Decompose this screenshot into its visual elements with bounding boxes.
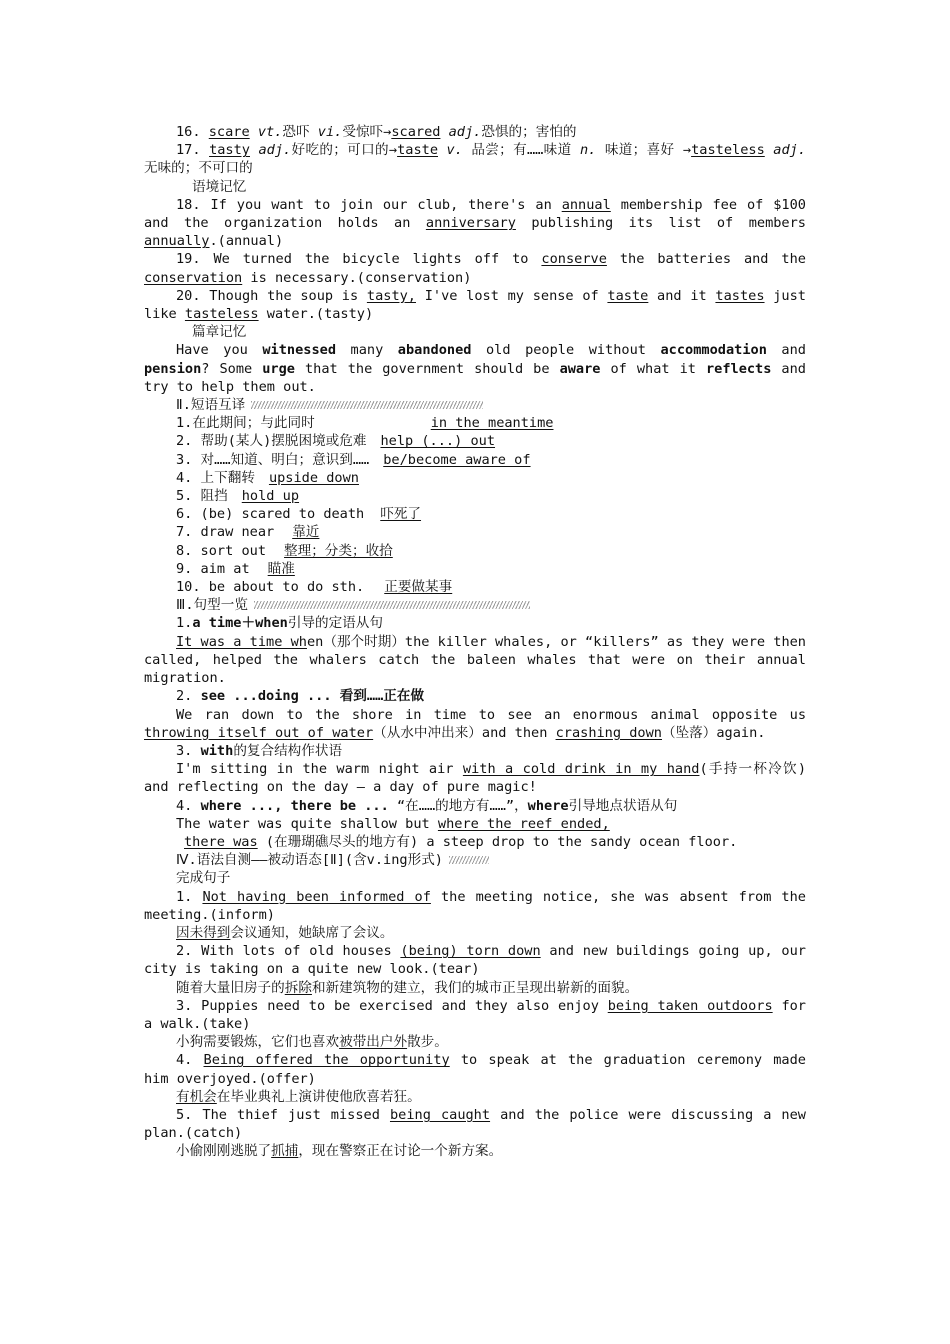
phrase-prompt: 1.在此期间；与此同时	[176, 415, 315, 432]
pattern-keyword: where ..., there be ...	[200, 797, 389, 814]
section-title: Ⅳ.语法自测——被动语态[Ⅱ](含v.ing形式)	[176, 852, 443, 869]
grammar-translation-4	[144, 1088, 806, 1106]
text: 5. The thief just missed	[176, 1106, 390, 1123]
text: and new buildings going up, our city is taking on a quite new look.(tear)	[144, 943, 806, 978]
pattern-keyword: see ...doing ...	[200, 688, 332, 705]
text: （坠落）again.	[661, 724, 766, 741]
pattern-heading-3	[144, 742, 806, 760]
phrase-prompt: 4. 上下翻转	[176, 469, 255, 486]
phrase-answer: be/become aware of	[383, 451, 531, 468]
meaning: 品尝；有……味道	[471, 142, 572, 159]
keyword: abandoned	[397, 342, 472, 359]
answer-phrase: 抓捕	[271, 1143, 299, 1160]
phrase-item	[144, 469, 806, 487]
vocab-line-17	[144, 141, 806, 177]
grammar-translation-3	[144, 1033, 806, 1051]
pattern-example-2	[144, 706, 806, 742]
text: 18. If you want to join our club, there's an	[176, 196, 562, 213]
text: 小偷刚刚逃脱了	[176, 1143, 272, 1160]
pattern-heading-4	[144, 797, 806, 815]
answer-phrase: Being offered the opportunity	[203, 1052, 450, 1069]
text: I've lost my sense of	[416, 287, 608, 304]
text: for a walk.(take)	[144, 997, 806, 1032]
phrase-item	[144, 414, 806, 432]
section-title: Ⅱ.短语互译	[176, 397, 246, 414]
answer-word: tasty,	[366, 287, 416, 304]
answer-word: scared	[391, 124, 441, 140]
context-sentence-20	[144, 287, 806, 323]
phrase-item	[144, 505, 806, 523]
text: ? Some	[201, 360, 263, 377]
text: （从水中冲出来）and then	[373, 724, 556, 741]
vocab-line-16	[144, 123, 806, 141]
meaning: 恐吓	[282, 124, 310, 140]
phrase-item	[144, 523, 806, 541]
part-of-speech: v.	[446, 142, 463, 159]
text: (在珊瑚礁尽头的地方有) a steep drop to the sandy ocean floor.	[257, 833, 738, 850]
phrase-answer: help (...) out	[380, 433, 496, 450]
context-sentence-19	[144, 250, 806, 286]
part-of-speech: n.	[580, 142, 597, 159]
text: membership fee of $100 and the organization holds an	[144, 196, 806, 232]
answer-word: annually	[144, 233, 210, 250]
answer-phrase: where the reef ended,	[437, 815, 610, 832]
text: 引导地点状语从句	[568, 797, 678, 814]
text: en（那个时期）the killer whales, or “killers” as they were then called, helped the whalers catch the baleen whales that were on their annual migration.	[144, 633, 806, 687]
text: 会议通知，她缺席了会议。	[230, 924, 394, 941]
text: 的复合结构作状语	[233, 742, 343, 759]
keyword: accommodation	[660, 342, 767, 359]
pattern-keyword: with	[200, 742, 234, 759]
part-of-speech: vt.	[257, 124, 283, 140]
answer-phrase: there was	[184, 833, 258, 850]
text: 随着大量旧房子的	[176, 979, 285, 996]
text: 3. Puppies need to be exercised and they also enjoy	[176, 997, 608, 1014]
document-page	[144, 123, 806, 1161]
text: and it	[648, 287, 716, 304]
text: and the police were discussing a new plan.(catch)	[144, 1106, 806, 1142]
text: is necessary.(conservation)	[242, 269, 472, 286]
answer-phrase: 有机会	[176, 1088, 217, 1105]
answer-word: tasteless	[691, 142, 765, 159]
answer-phrase: 被带出户外	[339, 1034, 408, 1051]
phrase-prompt: 5. 阻挡	[176, 488, 228, 505]
text: We ran down to the shore in time to see an enormous animal opposite us	[176, 706, 806, 723]
text: the meeting notice, she was absent from the meeting.(inform)	[144, 888, 806, 923]
section-title: Ⅲ.句型一览	[176, 597, 248, 614]
pattern-heading-1	[144, 614, 806, 632]
part-of-speech: adj.	[773, 142, 807, 159]
text: 看到……正在做	[331, 688, 425, 705]
section-heading-patterns	[144, 596, 806, 614]
meaning: 恐惧的；害怕的	[481, 124, 577, 140]
keyword: urge	[262, 360, 295, 377]
pattern-heading-2	[144, 687, 806, 705]
phrase-prompt: 6. (be) scared to death	[176, 506, 365, 523]
phrase-item	[144, 432, 806, 450]
pattern-example-4	[144, 815, 806, 833]
phrase-prompt: 9. aim at	[176, 560, 250, 577]
pattern-keyword: where	[527, 797, 569, 814]
phrase-prompt: 7. draw near	[176, 524, 275, 541]
section-heading-phrases	[144, 396, 806, 414]
text: “在……的地方有……”，	[388, 797, 528, 814]
phrase-prompt: 10. be about to do sth.	[176, 579, 365, 596]
text: 19. We turned the bicycle lights off to	[176, 251, 542, 268]
answer-phrase: with a cold drink in my hand	[462, 761, 700, 778]
item-number: 16.	[176, 124, 201, 140]
text: many	[336, 342, 398, 359]
answer-phrase: 拆除	[284, 979, 312, 996]
pattern-example-3	[144, 760, 806, 796]
item-number: 4.	[176, 797, 201, 814]
answer-word: taste	[397, 142, 438, 159]
answer-word: taste	[607, 287, 649, 304]
grammar-sentence-1	[144, 888, 806, 924]
answer-word: tastes	[715, 287, 765, 304]
text: of what it	[600, 360, 706, 377]
decorative-hatch	[254, 601, 530, 609]
meaning: 味道；喜好	[604, 142, 675, 159]
text: Have you	[176, 342, 263, 359]
answer-word: conservation	[144, 269, 243, 286]
item-number: 17.	[176, 142, 201, 159]
phrase-answer: in the meantime	[430, 415, 554, 432]
text: .(annual)	[209, 233, 284, 250]
phrase-item	[144, 578, 806, 596]
phrase-prompt: 8. sort out	[176, 542, 267, 559]
grammar-sentence-2	[144, 942, 806, 978]
phrase-item	[144, 487, 806, 505]
answer-word: anniversary	[425, 215, 516, 232]
text: 2. With lots of old houses	[176, 943, 401, 960]
part-of-speech: vi.	[317, 124, 343, 140]
part-of-speech: adj.	[258, 142, 292, 159]
item-number: 1.	[176, 615, 193, 632]
keyword: witnessed	[262, 342, 337, 359]
grammar-sentence-4	[144, 1051, 806, 1087]
text: 散步。	[407, 1034, 448, 1051]
phrase-answer: upside down	[268, 469, 359, 486]
arrow: →	[682, 142, 692, 159]
text: the batteries and the	[606, 251, 806, 268]
text: 小狗需要锻炼，它们也喜欢	[176, 1034, 340, 1051]
answer-phrase: It was a time wh	[176, 633, 307, 650]
pattern-keyword: a time＋when	[192, 615, 288, 632]
phrase-item	[144, 451, 806, 469]
text: publishing its list of members	[515, 215, 806, 232]
text: 在毕业典礼上演讲使他欣喜若狂。	[216, 1088, 421, 1105]
text: to speak at the graduation ceremony made him overjoyed.(offer)	[144, 1052, 806, 1087]
answer-phrase: being taken outdoors	[607, 997, 773, 1014]
context-memory-heading: 语境记忆	[192, 178, 247, 195]
text: water.(tasty)	[258, 306, 374, 323]
phrase-answer: 靠近	[292, 524, 320, 541]
keyword: reflects	[705, 360, 772, 377]
item-number: 2.	[176, 688, 201, 705]
text: The water was quite shallow but	[176, 815, 438, 832]
grammar-translation-2	[144, 979, 806, 997]
section-heading-grammar	[144, 851, 806, 869]
meaning: 无味的；不可口的	[144, 160, 253, 177]
text: I'm sitting in the warm night air	[176, 761, 463, 778]
item-number: 3.	[176, 742, 201, 759]
grammar-translation-1	[144, 924, 806, 942]
grammar-subheading: 完成句子	[176, 870, 231, 887]
text: ，现在警察正在讨论一个新方案。	[298, 1143, 503, 1160]
context-sentence-18	[144, 196, 806, 251]
answer-word: tasteless	[184, 306, 259, 323]
meaning: 受惊吓→	[342, 124, 392, 140]
text: and	[766, 342, 806, 359]
answer-phrase: being caught	[389, 1106, 491, 1123]
decorative-hatch	[449, 856, 489, 864]
text: 20. Though the soup is	[176, 287, 367, 304]
passage-memory-heading: 篇章记忆	[192, 324, 247, 341]
answer-word: annual	[561, 196, 611, 213]
answer-word: scare	[208, 124, 250, 140]
keyword: aware	[559, 360, 601, 377]
answer-phrase: (being) torn down	[400, 943, 541, 960]
phrase-prompt: 3. 对……知道、明白；意识到……	[176, 451, 370, 468]
text: (手持一杯冷饮) and reflecting on the day — a day of pure magic!	[144, 761, 807, 796]
part-of-speech: adj.	[448, 124, 482, 140]
answer-phrase: crashing down	[555, 724, 662, 741]
text: 和新建筑物的建立，我们的城市正呈现出崭新的面貌。	[311, 979, 639, 996]
answer-phrase: throwing itself out of water	[144, 724, 374, 741]
text: 4.	[176, 1052, 204, 1069]
answer-word: tasty	[209, 142, 250, 159]
phrase-item	[144, 560, 806, 578]
pattern-example-1	[144, 633, 806, 688]
text: 引导的定语从句	[287, 615, 383, 632]
phrase-item	[144, 542, 806, 560]
answer-phrase: Not having been informed of	[202, 888, 431, 905]
answer-word: conserve	[541, 251, 607, 268]
answer-phrase: 因未得到	[176, 924, 231, 941]
text: old people without	[471, 342, 661, 359]
phrase-answer: 整理；分类；收拾	[284, 542, 393, 559]
phrase-prompt: 2. 帮助(某人)摆脱困境或危难	[176, 433, 367, 450]
decorative-hatch	[251, 401, 483, 409]
phrase-answer: 吓死了	[380, 506, 422, 523]
grammar-translation-5	[144, 1142, 806, 1160]
phrase-answer: hold up	[241, 488, 300, 505]
text: 1.	[176, 888, 203, 905]
pattern-example-4-cont	[144, 833, 806, 851]
grammar-sentence-3	[144, 997, 806, 1033]
text: that the government should be	[294, 360, 560, 377]
passage-paragraph	[144, 341, 806, 396]
phrase-answer: 正要做某事	[384, 579, 453, 596]
text: and try to help them out.	[144, 360, 806, 395]
keyword: pension	[144, 360, 202, 377]
text: just like	[144, 287, 806, 323]
grammar-sentence-5	[144, 1106, 806, 1142]
meaning: 好吃的；可口的→	[291, 142, 398, 159]
phrase-answer: 瞄准	[267, 560, 295, 577]
